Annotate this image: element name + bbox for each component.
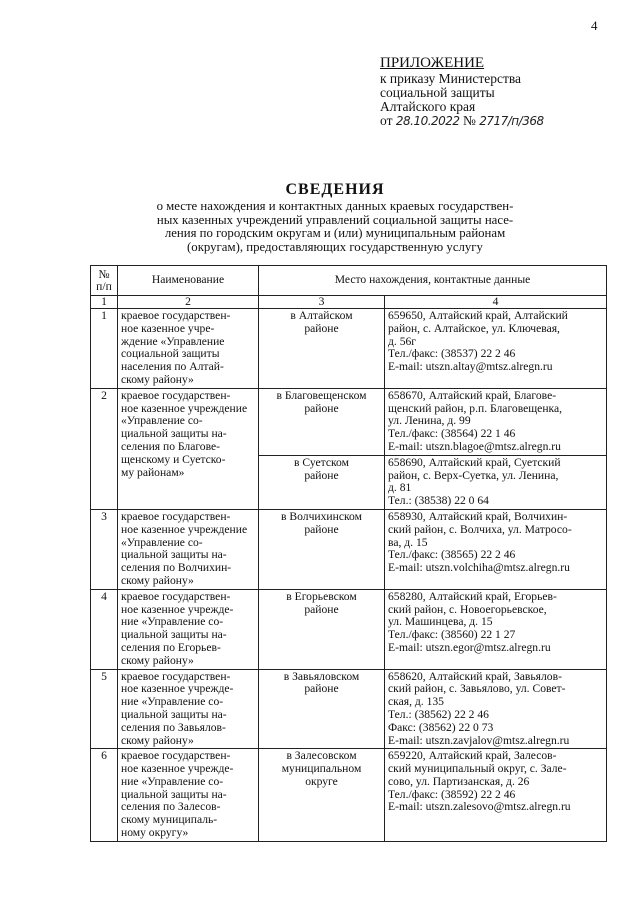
contact-line: ул. Машинцева, д. 15 [388, 615, 493, 629]
contact-line: ский район, с. Завьялово, ул. Совет- [388, 682, 566, 696]
contact-line: Тел./факс: (38537) 22 2 46 [388, 347, 516, 361]
contact-line: E-mail: utszn.zavjalov@mtsz.alregn.ru [388, 733, 570, 747]
name-line: скому району» [121, 733, 194, 747]
row-number: 2 [91, 388, 118, 509]
district-line: районе [304, 522, 339, 536]
subtitle-line: (округам), предоставляющих государственную услугу [187, 239, 483, 254]
row-number: 3 [91, 509, 118, 589]
col-number: 4 [385, 296, 607, 309]
contact-line: 658280, Алтайский край, Егорьев- [388, 589, 557, 603]
document-title: СВЕДЕНИЯ [285, 181, 385, 198]
name-line: ному округу» [121, 826, 189, 840]
contact-line: E-mail: utszn.egor@mtsz.alregn.ru [388, 640, 551, 654]
district-cell [259, 509, 385, 589]
contact-line: ва, д. 15 [388, 535, 428, 549]
name-line: циальной защиты на- [121, 427, 227, 441]
subtitle-line: о месте нахождения и контактных данных краевых государствен- [156, 199, 514, 213]
document-subtitle [100, 200, 570, 254]
name-line: ние «Управление со- [121, 695, 224, 709]
contact-line: ский муниципальный округ, с. Зале- [388, 762, 567, 776]
page-number: 4 [591, 18, 598, 33]
district-line: в Завьяловском [283, 669, 360, 683]
contact-line: 659650, Алтайский край, Алтайский [388, 309, 568, 322]
name-line: скому району» [121, 372, 194, 386]
order-number-label: № [462, 113, 476, 128]
name-line: краевое государствен- [121, 509, 231, 523]
order-from-label: от [380, 113, 393, 128]
name-line: краевое государствен- [121, 309, 231, 322]
info-table [90, 265, 607, 842]
row-number: 1 [91, 309, 118, 389]
col-number: 1 [91, 296, 118, 309]
name-line: «Управление со- [121, 535, 203, 549]
header-place: Место нахождения, контактные данные [259, 266, 607, 296]
name-line: краевое государствен- [121, 589, 231, 603]
name-line: населения по Алтай- [121, 360, 224, 374]
district-cell [259, 669, 385, 749]
district-line: районе [304, 401, 339, 415]
contact-line: ский район, с. Новоегорьевское, [388, 602, 547, 616]
document-heading [100, 181, 570, 254]
order-number: 2717/п/368 [479, 114, 544, 128]
district-line: районе [304, 321, 339, 335]
institution-name [118, 388, 259, 509]
district-line: в Волчихинском [281, 509, 362, 523]
appendix-line: Алтайского края [380, 99, 476, 114]
name-line: ждение «Управление [121, 334, 225, 348]
contact-cell [385, 509, 607, 589]
contact-cell [385, 749, 607, 842]
district-line: округе [305, 774, 338, 788]
contact-line: д. 81 [388, 481, 412, 495]
name-line: щенскому и Суетско- [121, 452, 226, 466]
header-num-line: п/п [96, 279, 112, 293]
institution-name [118, 309, 259, 389]
contact-line: щенский район, р.п. Благовещенка, [388, 401, 563, 415]
district-line: в Егорьевском [286, 589, 357, 603]
district-cell [259, 309, 385, 389]
name-line: социальной защиты [121, 347, 220, 361]
contact-cell [385, 388, 607, 455]
row-number: 4 [91, 589, 118, 669]
name-line: ное казенное учрежде- [121, 762, 234, 776]
appendix-line: к приказу Министерства [380, 71, 522, 86]
district-cell [259, 749, 385, 842]
subtitle-line: ления по городским округам и (или) муниципальным районам [164, 226, 506, 240]
contact-line: E-mail: utszn.volchiha@mtsz.alregn.ru [388, 561, 570, 575]
contact-line: 658690, Алтайский край, Суетский [388, 455, 561, 469]
contact-cell [385, 455, 607, 509]
table-header-row [91, 266, 607, 296]
district-line: в Благовещенском [276, 388, 367, 402]
contact-line: ская, д. 135 [388, 695, 444, 709]
contact-line: район, с. Алтайское, ул. Ключевая, [388, 321, 560, 335]
contact-line: Тел./факс: (38564) 22 1 46 [388, 427, 516, 441]
name-line: скому району» [121, 653, 194, 667]
district-line: в Суетском [294, 455, 349, 469]
district-cell [259, 589, 385, 669]
institution-name [118, 589, 259, 669]
row-number: 5 [91, 669, 118, 749]
name-line: циальной защиты на- [121, 628, 227, 642]
name-line: краевое государствен- [121, 749, 231, 763]
appendix-line: социальной защиты [380, 85, 495, 100]
table-row [91, 509, 607, 589]
district-line: в Залесовском [286, 749, 357, 763]
district-line: муниципальном [281, 762, 362, 776]
order-date: 28.10.2022 [395, 114, 460, 128]
district-cell [259, 455, 385, 509]
contact-line: Тел.: (38562) 22 2 46 [388, 707, 489, 721]
institution-name [118, 749, 259, 842]
order-reference [380, 114, 544, 128]
name-line: циальной защиты на- [121, 787, 227, 801]
name-line: скому району» [121, 573, 194, 587]
header-name: Наименование [118, 266, 259, 296]
name-line: краевое государствен- [121, 669, 231, 683]
contact-line: E-mail: utszn.zalesovo@mtsz.alregn.ru [388, 800, 571, 814]
name-line: селения по Залесов- [121, 800, 221, 814]
institution-name [118, 669, 259, 749]
contact-line: ский район, с. Волчиха, ул. Матросо- [388, 522, 572, 536]
contact-cell [385, 669, 607, 749]
district-line: районе [304, 682, 339, 696]
contact-line: Тел./факс: (38560) 22 1 27 [388, 628, 516, 642]
col-number: 3 [259, 296, 385, 309]
name-line: циальной защиты на- [121, 548, 227, 562]
name-line: ное казенное учреждение [121, 401, 248, 415]
name-line: краевое государствен- [121, 388, 231, 402]
contact-line: ул. Ленина, д. 99 [388, 414, 471, 428]
table-row [91, 749, 607, 842]
table-row [91, 589, 607, 669]
contact-line: д. 56г [388, 334, 417, 348]
name-line: селения по Волчихин- [121, 561, 232, 575]
name-line: селения по Благове- [121, 439, 221, 453]
district-line: районе [304, 468, 339, 482]
contact-line: E-mail: utszn.altay@mtsz.alregn.ru [388, 360, 553, 374]
contact-line: район, с. Верх-Суетка, ул. Ленина, [388, 468, 559, 482]
name-line: селения по Завьялов- [121, 720, 226, 734]
header-num [91, 266, 118, 296]
subtitle-line: ных казенных учреждений управлений социальной защиты насе- [156, 212, 514, 227]
name-line: скому муниципаль- [121, 813, 218, 827]
contact-line: Тел.: (38538) 22 0 64 [388, 494, 489, 508]
appendix-block [380, 56, 544, 128]
district-line: в Алтайском [290, 309, 353, 322]
institution-name [118, 509, 259, 589]
column-numbers-row [91, 296, 607, 309]
name-line: ное казенное учреждение [121, 522, 248, 536]
header-num-line: № [98, 267, 110, 281]
appendix-title: ПРИЛОЖЕНИЕ [380, 55, 485, 71]
name-line: му районам» [121, 465, 185, 479]
table-row [91, 309, 607, 389]
contact-line: 658930, Алтайский край, Волчихин- [388, 509, 568, 523]
name-line: ние «Управление со- [121, 774, 224, 788]
table-row [91, 669, 607, 749]
district-line: районе [304, 602, 339, 616]
district-cell [259, 388, 385, 455]
contact-line: Факс: (38562) 22 0 73 [388, 720, 494, 734]
name-line: ное казенное учре- [121, 321, 215, 335]
contact-cell [385, 589, 607, 669]
table-row [91, 388, 607, 455]
contact-line: 658620, Алтайский край, Завьялов- [388, 669, 562, 683]
name-line: ное казенное учрежде- [121, 602, 234, 616]
name-line: ное казенное учрежде- [121, 682, 234, 696]
contact-line: 658670, Алтайский край, Благове- [388, 388, 557, 402]
name-line: селения по Егорьев- [121, 640, 221, 654]
name-line: «Управление со- [121, 414, 203, 428]
col-number: 2 [118, 296, 259, 309]
contact-line: 659220, Алтайский край, Залесов- [388, 749, 557, 763]
name-line: циальной защиты на- [121, 707, 227, 721]
contact-cell [385, 309, 607, 389]
contact-line: сово, ул. Партизанская, д. 26 [388, 774, 530, 788]
row-number: 6 [91, 749, 118, 842]
contact-line: E-mail: utszn.blagoe@mtsz.alregn.ru [388, 439, 561, 453]
table-body [91, 309, 607, 842]
contact-line: Тел./факс: (38565) 22 2 46 [388, 548, 516, 562]
contact-line: Тел./факс: (38592) 22 2 46 [388, 787, 516, 801]
name-line: ние «Управление со- [121, 615, 224, 629]
